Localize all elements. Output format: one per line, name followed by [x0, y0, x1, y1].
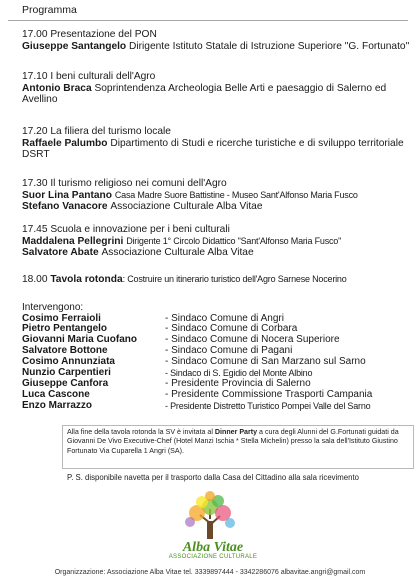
event-title: Scuola e innovazione per i beni culturali — [50, 224, 230, 235]
note-highlight: Dinner Party — [214, 428, 258, 436]
speaker-role: Soprintendenza Archeologia Belle Arti e paesaggio di Salerno ed Avellino — [22, 82, 387, 106]
speaker-name: Stefano Vanacore — [22, 201, 108, 213]
speaker-role: - Sindaco Comune di San Marzano sul Sarno — [165, 356, 366, 368]
speaker-role: Dirigente Istituto Statale di Istruzione Superiore "G. Fortunato" — [129, 40, 410, 52]
speaker-name: Salvatore Bottone — [22, 345, 108, 357]
speaker-name: Suor Lina Pantano — [22, 189, 112, 201]
speaker-name: Luca Cascone — [22, 388, 90, 400]
event-title: Presentazione del PON — [50, 29, 157, 40]
speaker-name: Nunzio Carpentieri — [22, 367, 111, 379]
heading-divider — [8, 20, 408, 21]
speaker-role: - Presidente Commissione Trasporti Campania — [165, 388, 373, 400]
event-1730 — [22, 178, 414, 213]
speaker-name: Giuseppe Santangelo — [22, 40, 127, 52]
dinner-note-box — [62, 425, 414, 469]
event-time: 17.10 — [22, 71, 48, 82]
speaker-role: Casa Madre Suore Battistine - Museo Sant'Alfonso Maria Fusco — [114, 189, 358, 200]
speaker-role: Dipartimento di Studi e ricerche turistiche e di sviluppo territoriale DSRT — [22, 137, 404, 161]
speaker-row — [22, 401, 414, 412]
event-time: 17.20 — [22, 126, 48, 137]
speaker-name: Giovanni Maria Cuofano — [22, 334, 138, 346]
speaker-role: - Sindaco Comune di Corbara — [165, 323, 298, 335]
speaker-name: Salvatore Abate — [22, 247, 99, 259]
speaker-name: Cosimo Ferraioli — [22, 312, 101, 324]
event-1800 — [22, 274, 414, 286]
speakers-section — [22, 302, 414, 412]
note-text-continued: a cura degli Alunni del G.Fortunati guidati da Giovanni De Vivo Executive-Chef (Hotel Manzi Ischia * Stella Michelin) presso la sala dell'Istituto Giustino Fortunato Via Cuparella 1 Angri (SA). — [67, 428, 399, 455]
event-time: 17.30 — [22, 178, 48, 189]
speaker-name: Pietro Pentangelo — [22, 323, 108, 335]
event-subtitle: : Costruire un itinerario turistico dell'Agro Sarnese Nocerino — [122, 274, 347, 284]
speaker-name: Enzo Marrazzo — [22, 399, 93, 411]
speaker-name: Antonio Braca — [22, 82, 92, 94]
speaker-role: - Sindaco Comune di Pagani — [165, 345, 293, 357]
program-heading: Programma — [22, 4, 77, 16]
speaker-role: - Sindaco Comune di Angri — [165, 312, 284, 324]
speaker-role: Associazione Culturale Alba Vitae — [110, 201, 263, 213]
speaker-name: Cosimo Annunziata — [22, 356, 115, 368]
postscript-note: P. S. disponibile navetta per il trasporto dalla Casa del Cittadino alla sala ricevimento — [67, 473, 359, 482]
speaker-role: - Presidente Distretto Turistico Pompei Valle del Sarno — [165, 400, 371, 411]
event-1700 — [22, 29, 414, 52]
event-title: La filiera del turismo locale — [50, 126, 171, 137]
event-1720 — [22, 126, 414, 161]
event-time: 17.00 — [22, 29, 48, 40]
event-title: I beni culturali dell'Agro — [50, 71, 156, 82]
event-time: 17.45 — [22, 224, 48, 235]
logo-name: Alba Vitae — [182, 540, 244, 555]
event-1745 — [22, 224, 414, 259]
event-time: 18.00 — [22, 274, 48, 285]
logo-subtitle: ASSOCIAZIONE CULTURALE — [168, 554, 258, 560]
speaker-role: - Presidente Provincia di Salerno — [165, 377, 311, 389]
speaker-name: Maddalena Pellegrini — [22, 235, 124, 247]
note-text: Alla fine della tavola rotonda la SV è invitata al — [67, 428, 215, 436]
speaker-role: - Sindaco Comune di Nocera Superiore — [165, 334, 340, 346]
event-title: Il turismo religioso nei comuni dell'Agro — [50, 178, 227, 189]
event-1710 — [22, 71, 414, 106]
speaker-role: Associazione Culturale Alba Vitae — [101, 247, 254, 259]
speakers-label: Intervengono: — [22, 302, 84, 313]
speaker-name: Raffaele Palumbo — [22, 137, 108, 149]
speaker-name: Giuseppe Canfora — [22, 377, 109, 389]
speaker-role: - Sindaco di S. Egidio del Monte Albino — [165, 368, 313, 379]
event-title: Tavola rotonda — [50, 274, 123, 285]
footer-contacts: Organizzazione: Associazione Alba Vitae tel. 3339897444 - 3342286076 albavitae.angri@gmail.com — [54, 569, 366, 576]
speaker-role: Dirigente 1° Circolo Didattico "Sant'Alfonso Maria Fusco" — [126, 235, 342, 246]
